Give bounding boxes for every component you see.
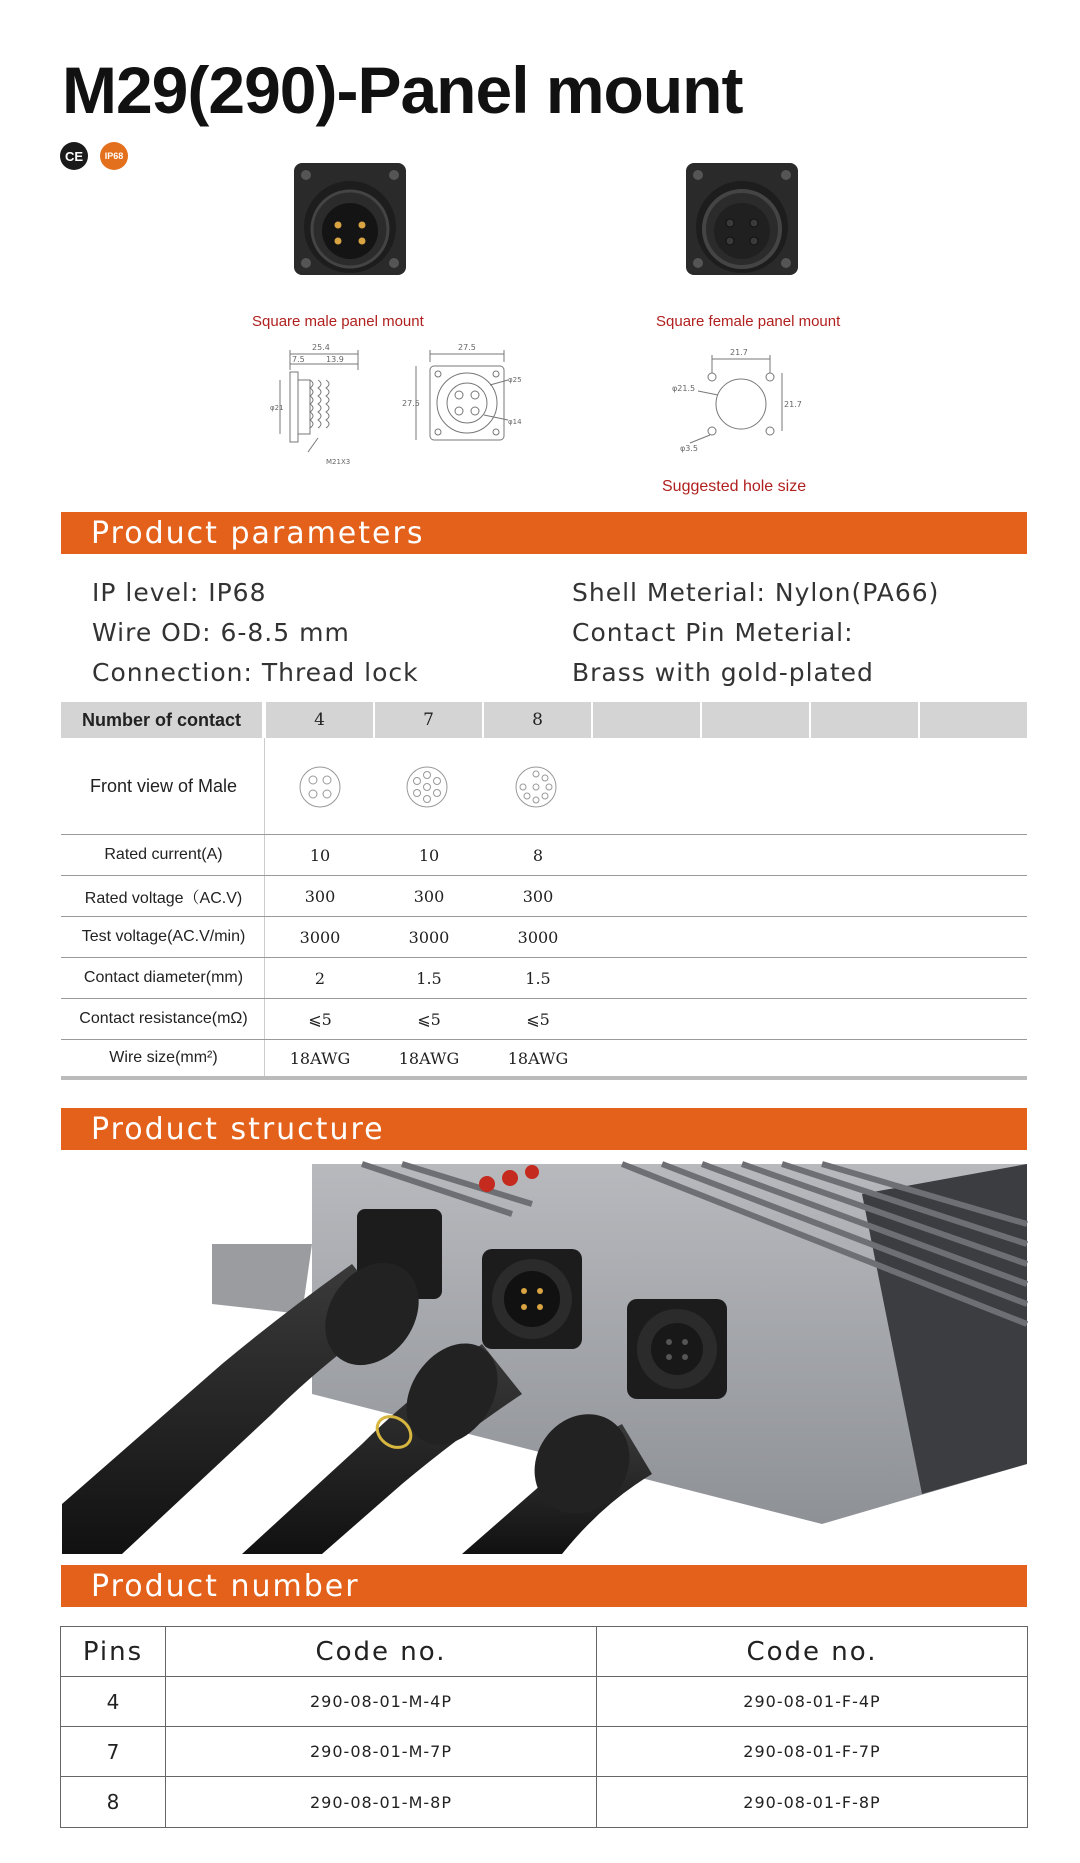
- pn-header-code-female: Code no.: [746, 1636, 878, 1667]
- spec-cell: ⩽5: [417, 1009, 441, 1029]
- ip68-certification-icon: IP68: [100, 142, 128, 170]
- male-panel-mount-image: [288, 155, 413, 305]
- front-view-4-pin-icon: [297, 764, 343, 810]
- front-view-drawing: [400, 340, 530, 450]
- spec-row-label-wire-size: Wire size(mm²): [109, 1049, 218, 1066]
- param-shell-material: Shell Meterial: Nylon(PA66): [572, 578, 940, 607]
- hole-w-label: 21.7: [730, 348, 748, 357]
- hole-h-label: 21.7: [784, 400, 802, 409]
- spec-header-contact-7: 7: [375, 702, 484, 738]
- params-section-title: Product parameters: [91, 516, 425, 551]
- front-view-8-pin-icon: [513, 764, 559, 810]
- pn-divider: [596, 1627, 597, 1676]
- param-connection: Connection: Thread lock: [92, 658, 419, 687]
- side-a-label: 7.5: [292, 355, 305, 364]
- spec-row-label-test-voltage: Test voltage(AC.V/min): [81, 928, 246, 945]
- pn-pins-cell: 7: [106, 1739, 120, 1764]
- page-title: M29(290)-Panel mount: [62, 53, 743, 127]
- spec-header-number-of-contact: Number of contact: [61, 702, 264, 738]
- spec-table-bottom: [61, 1076, 1027, 1080]
- hole-d1-label: φ21.5: [672, 384, 696, 393]
- spec-cell: 300: [522, 886, 554, 906]
- male-caption: Square male panel mount: [252, 313, 424, 330]
- spec-row-label-contact-resistance: Contact resistance(mΩ): [79, 1010, 248, 1027]
- param-wire-od: Wire OD: 6-8.5 mm: [92, 618, 350, 647]
- spec-cell: ⩽5: [308, 1009, 332, 1029]
- female-panel-mount-image: [680, 155, 805, 305]
- spec-cell: 10: [418, 845, 440, 865]
- structure-section-title: Product structure: [91, 1112, 385, 1147]
- suggested-hole-drawing: [670, 345, 800, 455]
- pn-male-code-cell: 290-08-01-M-8P: [310, 1792, 452, 1812]
- pn-header-row: [61, 1627, 1027, 1677]
- table-row: [61, 1777, 1027, 1827]
- pn-divider: [165, 1677, 166, 1726]
- pn-male-code-cell: 290-08-01-M-7P: [310, 1742, 452, 1761]
- param-ip-level: IP level: IP68: [92, 578, 267, 607]
- spec-cell: 300: [413, 886, 445, 906]
- spec-row-label-rated-current: Rated current(A): [104, 846, 223, 863]
- hole-caption: Suggested hole size: [662, 478, 807, 495]
- pn-female-code-cell: 290-08-01-F-8P: [743, 1792, 881, 1812]
- ce-certification-icon: CE: [60, 142, 88, 170]
- spec-cell: 300: [304, 886, 336, 906]
- spec-header-contact-8: 8: [484, 702, 593, 738]
- pn-divider: [165, 1727, 166, 1776]
- pn-header-code-male: Code no.: [315, 1636, 447, 1667]
- front-view-label: Front view of Male: [89, 775, 238, 796]
- front-d1-label: φ25: [508, 376, 522, 384]
- pn-female-code-cell: 290-08-01-F-7P: [743, 1742, 881, 1761]
- pn-male-code-cell: 290-08-01-M-4P: [310, 1692, 452, 1711]
- params-section-bar: [61, 512, 1027, 554]
- spec-header-empty-1: [593, 702, 702, 738]
- spec-header-empty-4: [920, 702, 1027, 738]
- pn-header-pins: Pins: [82, 1636, 144, 1667]
- number-section-title: Product number: [91, 1569, 360, 1604]
- param-contact-material: Contact Pin Meterial:: [572, 618, 854, 647]
- spec-cell: 1.5: [416, 968, 442, 988]
- pn-divider: [165, 1777, 166, 1827]
- pn-divider: [165, 1627, 166, 1676]
- spec-cell: ⩽5: [526, 1009, 550, 1029]
- spec-cell: 8: [532, 845, 544, 865]
- side-b-label: 13.9: [326, 355, 344, 364]
- spec-header-empty-3: [811, 702, 920, 738]
- param-contact-plating: Brass with gold-plated: [572, 658, 874, 687]
- pn-divider: [596, 1677, 597, 1726]
- spec-cell: 18AWG: [507, 1048, 569, 1068]
- front-w-label: 27.5: [458, 343, 476, 352]
- side-view-drawing: [268, 340, 368, 470]
- hole-d2-label: φ3.5: [680, 444, 698, 453]
- spec-row-label-rated-voltage: Rated voltage（AC.V): [84, 889, 243, 907]
- spec-cell: 2: [314, 968, 326, 988]
- number-section-bar: [61, 1565, 1027, 1607]
- spec-row-label-contact-diameter: Contact diameter(mm): [83, 969, 244, 986]
- front-view-7-pin-icon: [404, 764, 450, 810]
- spec-cell: 1.5: [525, 968, 551, 988]
- spec-cell: 18AWG: [289, 1048, 351, 1068]
- spec-cell: 10: [309, 845, 331, 865]
- pn-divider: [596, 1727, 597, 1776]
- female-caption: Square female panel mount: [656, 313, 841, 330]
- table-row: [61, 1727, 1027, 1777]
- product-structure-photo: [62, 1164, 1027, 1554]
- spec-header-empty-2: [702, 702, 811, 738]
- front-h-label: 27.5: [402, 399, 420, 408]
- side-total-label: 25.4: [312, 343, 330, 352]
- spec-header-contact-4: 4: [266, 702, 375, 738]
- spec-cell: 3000: [408, 927, 450, 947]
- pn-divider: [596, 1777, 597, 1827]
- pn-pins-cell: 8: [106, 1790, 120, 1814]
- product-number-table: [60, 1626, 1028, 1828]
- side-dia-label: φ21: [270, 404, 284, 412]
- pn-female-code-cell: 290-08-01-F-4P: [743, 1692, 881, 1711]
- pn-pins-cell: 4: [106, 1689, 120, 1714]
- spec-cell: 3000: [517, 927, 559, 947]
- spec-cell: 3000: [299, 927, 341, 947]
- spec-cell: 18AWG: [398, 1048, 460, 1068]
- structure-section-bar: [61, 1108, 1027, 1150]
- front-d2-label: φ14: [508, 418, 522, 426]
- side-thread-label: M21X3: [326, 458, 351, 466]
- table-row: [61, 1677, 1027, 1727]
